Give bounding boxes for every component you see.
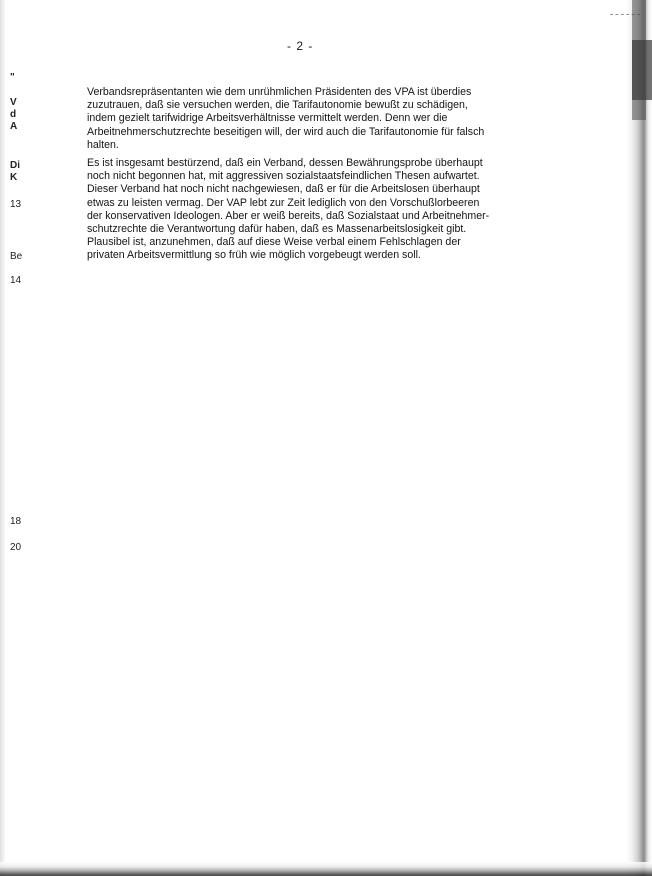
text-line: Plausibel ist, anzunehmen, daß auf diese Weise verbal einem Fehlschlagen der xyxy=(87,236,461,249)
margin-fragment-quote: " xyxy=(10,72,15,83)
paragraph xyxy=(87,157,527,263)
text-line: indem gezielt tarifwidrige Arbeitsverhältnisse vermittelt werden. Denn wer die xyxy=(87,112,448,125)
margin-fragment: A xyxy=(10,121,18,132)
margin-fragment: V xyxy=(10,97,17,108)
text-line: halten. xyxy=(87,138,119,151)
margin-line-number: 14 xyxy=(10,275,22,286)
scan-edge-bottom xyxy=(0,862,652,876)
text-line: privaten Arbeitsvermittlung so früh wie möglich vorgebeugt werden soll. xyxy=(87,249,421,262)
scan-edge-left xyxy=(0,0,6,876)
margin-fragment: d xyxy=(10,109,17,120)
text-line: Verbandsrepräsentanten wie dem unrühmlichen Präsidenten des VPA ist überdies xyxy=(87,86,472,98)
scan-edge-right xyxy=(626,0,652,876)
paragraph xyxy=(87,86,527,152)
margin-line-number: 20 xyxy=(10,542,22,553)
margin-fragment: Di xyxy=(10,160,20,171)
text-line: etwas zu leisten vermag. Der VAP lebt zur Zeit lediglich von den Vorschußlorbeeren xyxy=(87,196,480,209)
page-number: - 2 - xyxy=(287,39,314,53)
text-line: Dieser Verband hat noch nicht nachgewiesen, daß er für die Arbeitslosen überhaupt xyxy=(87,183,480,196)
margin-line-number: 13 xyxy=(10,199,22,210)
text-line: der konservativen Ideologen. Aber er weiß bereits, daß Sozialstaat und Arbeitnehmer- xyxy=(87,209,490,222)
scan-corner-mark xyxy=(610,0,640,15)
text-line: Es ist insgesamt bestürzend, daß ein Verband, dessen Bewährungsprobe überhaupt xyxy=(87,157,483,169)
text-line: zuzutrauen, daß sie versuchen werden, die Tarifautonomie bewußt zu schädigen, xyxy=(87,99,468,112)
text-line: schutzrechte die Verantwortung dafür haben, daß es Massenarbeitslosigkeit gibt. xyxy=(87,223,467,236)
margin-fragment: Be xyxy=(10,251,23,262)
text-line: Arbeitnehmerschutzrechte beseitigen will, der wird auch die Tarifautonomie für falsch xyxy=(87,125,485,138)
text-line: noch nicht begonnen hat, mit aggressiven sozialstaatsfeindlichen Thesen aufwartet. xyxy=(87,170,480,183)
margin-line-number: 18 xyxy=(10,516,22,527)
margin-fragment: K xyxy=(10,172,18,183)
scan-shadow-right xyxy=(632,40,652,100)
